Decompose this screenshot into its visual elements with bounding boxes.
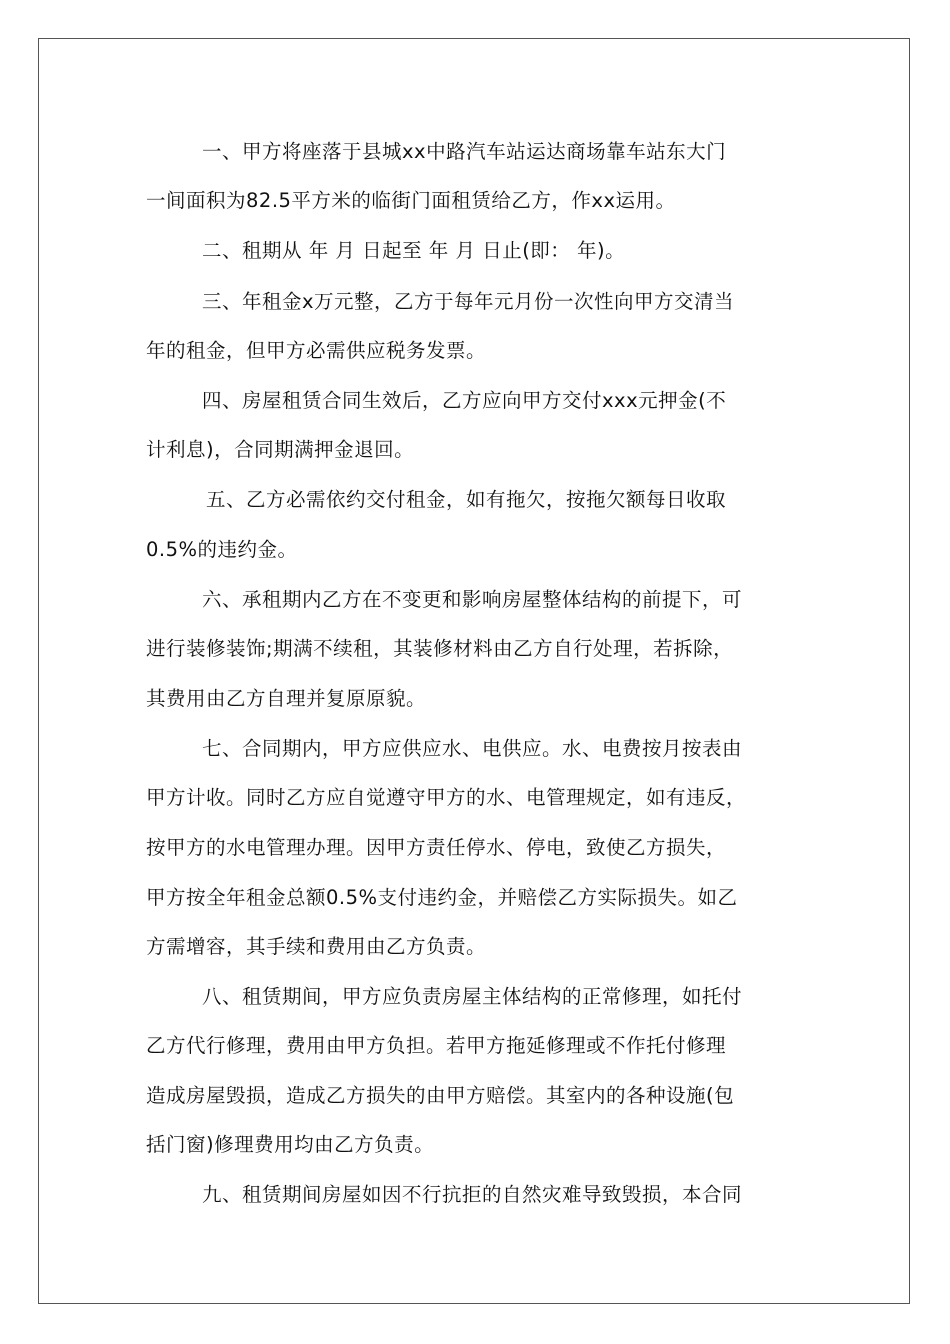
page-border [38,38,910,1304]
clause-6-line-2: 进行装修装饰;期满不续租，其装修材料由乙方自行处理，若拆除， [146,637,734,660]
clause-9-line-1: 九、租赁期间房屋如因不行抗拒的自然灾难导致毁损，本合同 [202,1183,743,1206]
clause-5-line-2: 0.5%的违约金。 [146,538,298,561]
clause-2-line-1: 二、租期从 年 月 日起至 年 月 日止(即： 年)。 [202,239,626,262]
clause-7-line-2: 甲方计收。同时乙方应自觉遵守甲方的水、电管理规定，如有违反， [146,786,747,809]
clause-7-line-3: 按甲方的水电管理办理。因甲方责任停水、停电，致使乙方损失， [146,836,727,859]
clause-4-line-1: 四、房屋租赁合同生效后，乙方应向甲方交付xxx元押金(不 [202,389,727,412]
clause-8-line-1: 八、租赁期间，甲方应负责房屋主体结构的正常修理，如托付 [202,985,743,1008]
clause-7-line-4: 甲方按全年租金总额0.5%支付违约金，并赔偿乙方实际损失。如乙 [146,886,738,909]
clause-1-line-2: 一间面积为82.5平方米的临街门面租赁给乙方，作xx运用。 [146,189,676,212]
clause-5-line-1: 五、乙方必需依约交付租金，如有拖欠，按拖欠额每日收取 [206,488,727,511]
clause-1-line-1: 一、甲方将座落于县城xx中路汽车站运达商场靠车站东大门 [202,140,727,163]
clause-4-line-2: 计利息)，合同期满押金退回。 [146,438,415,461]
clause-7-line-5: 方需增容，其手续和费用由乙方负责。 [146,935,487,958]
clause-8-line-3: 造成房屋毁损，造成乙方损失的由甲方赔偿。其室内的各种设施(包 [146,1084,735,1107]
clause-7-line-1: 七、合同期内，甲方应供应水、电供应。水、电费按月按表由 [202,737,743,760]
clause-3-line-2: 年的租金，但甲方必需供应税务发票。 [146,339,487,362]
clause-6-line-3: 其费用由乙方自理并复原原貌。 [146,687,427,710]
clause-3-line-1: 三、年租金x万元整，乙方于每年元月份一次性向甲方交清当 [202,290,735,313]
clause-8-line-4: 括门窗)修理费用均由乙方负责。 [146,1133,435,1156]
clause-8-line-2: 乙方代行修理，费用由甲方负担。若甲方拖延修理或不作托付修理 [146,1034,727,1057]
clause-6-line-1: 六、承租期内乙方在不变更和影响房屋整体结构的前提下，可 [202,588,743,611]
